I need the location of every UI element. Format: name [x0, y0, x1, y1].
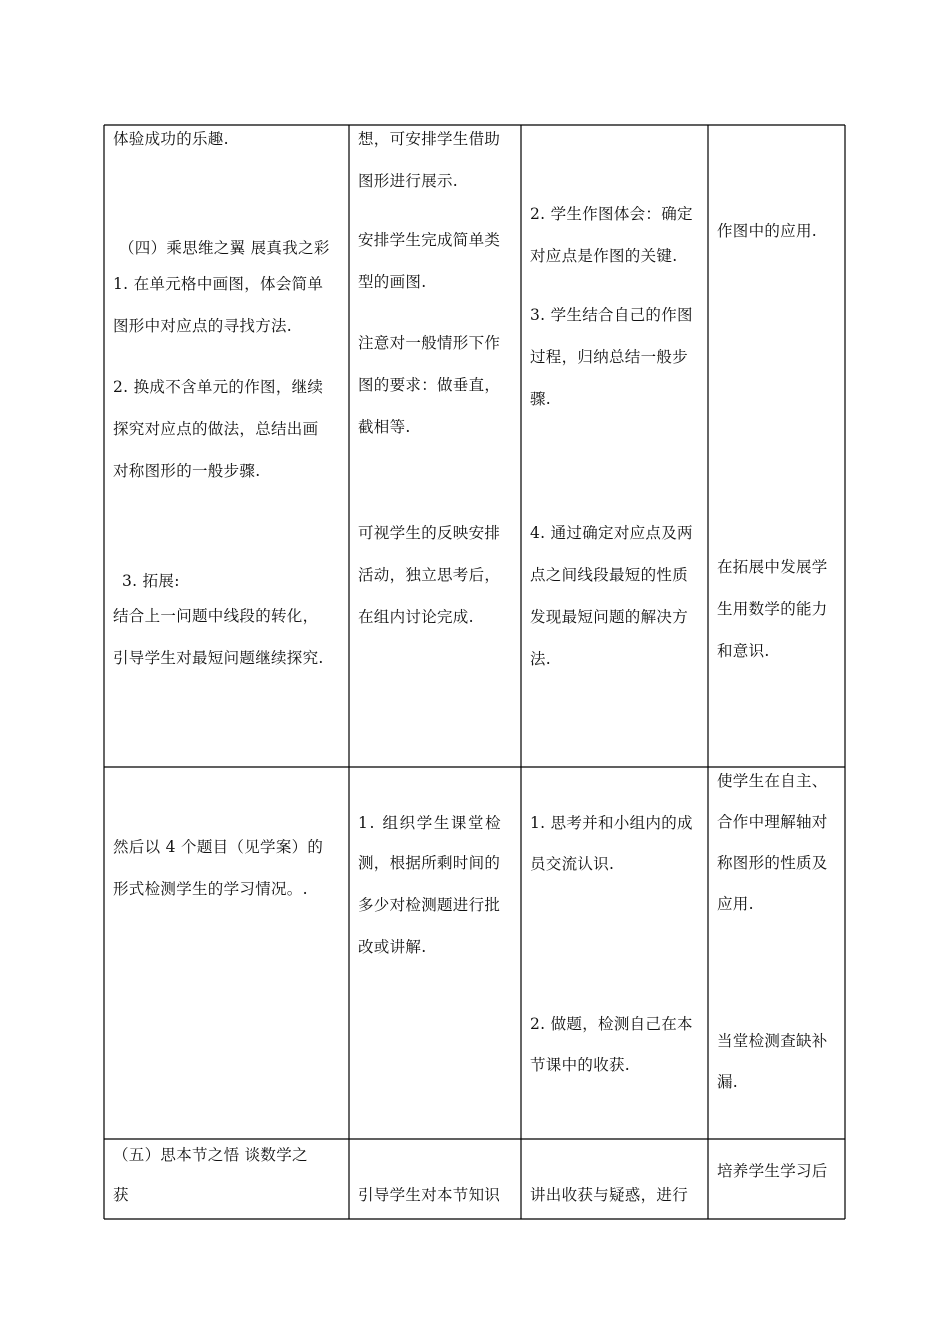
cell-text: 改或讲解.	[358, 938, 427, 956]
cell-text: 引导学生对最短问题继续探究.	[113, 649, 324, 667]
cell-text: 形式检测学生的学习情况。.	[113, 880, 308, 898]
cell-text: 获	[113, 1186, 129, 1204]
cell-text: 骤.	[530, 390, 552, 408]
cell-text: 在拓展中发展学	[717, 558, 828, 576]
cell-text: 对称图形的一般步骤.	[113, 462, 261, 480]
cell-text: 型的画图.	[358, 273, 427, 291]
cell-text: 法.	[530, 650, 552, 668]
cell-text: 使学生在自主、	[717, 772, 828, 790]
cell-text: 1. 在单元格中画图，体会简单	[113, 275, 324, 293]
cell-text: 1. 思考并和小组内的成	[530, 814, 693, 832]
cell-text: 体验成功的乐趣.	[113, 130, 229, 148]
cell-text: 发现最短问题的解决方	[530, 608, 689, 626]
cell-text: 可视学生的反映安排	[358, 524, 501, 542]
cell-text: 图形进行展示.	[358, 172, 459, 190]
cell-text: 2. 做题，检测自己在本	[530, 1015, 693, 1033]
cell-text: 图形中对应点的寻找方法.	[113, 317, 293, 335]
cell-text: 漏.	[717, 1073, 739, 1091]
cell-text: 截相等.	[358, 418, 411, 436]
cell-text: 安排学生完成简单类	[358, 231, 501, 249]
cell-text: 3. 拓展:	[122, 572, 180, 590]
cell-text: 想，可安排学生借助	[358, 130, 501, 148]
cell-text: 称图形的性质及	[717, 854, 828, 872]
cell-text: 在组内讨论完成.	[358, 608, 474, 626]
cell-text: 2. 学生作图体会：确定	[530, 205, 693, 223]
section-heading: （四）乘思维之翼 展真我之彩	[119, 239, 330, 257]
cell-text: 应用.	[717, 895, 754, 913]
cell-text: 2. 换成不含单元的作图，继续	[113, 378, 324, 396]
cell-text: 合作中理解轴对	[717, 813, 828, 831]
cell-text: 3. 学生结合自己的作图	[530, 306, 693, 324]
cell-text: 引导学生对本节知识	[358, 1186, 501, 1204]
cell-text: 探究对应点的做法，总结出画	[113, 420, 319, 438]
cell-text: 测，根据所剩时间的	[358, 854, 501, 872]
cell-text: 作图中的应用.	[717, 222, 818, 240]
cell-text: 讲出收获与疑惑，进行	[530, 1186, 689, 1204]
cell-text: 过程，归纳总结一般步	[530, 348, 689, 366]
cell-text: 节课中的收获.	[530, 1056, 631, 1074]
cell-text: 4. 通过确定对应点及两	[530, 524, 693, 542]
cell-text: 注意对一般情形下作	[358, 334, 501, 352]
cell-text: 活动，独立思考后，	[358, 566, 501, 584]
cell-text: 和意识.	[717, 642, 770, 660]
cell-text: 然后以 4 个题目（见学案）的	[113, 838, 324, 856]
cell-text: 图的要求：做垂直，	[358, 376, 501, 394]
cell-text: 培养学生学习后	[717, 1162, 828, 1180]
cell-text: 对应点是作图的关键.	[530, 247, 678, 265]
cell-text: 结合上一问题中线段的转化，	[113, 607, 319, 625]
cell-text: 生用数学的能力	[717, 600, 828, 618]
cell-text: 当堂检测查缺补	[717, 1032, 828, 1050]
cell-text: 点之间线段最短的性质	[530, 566, 689, 584]
cell-text: 员交流认识.	[530, 855, 615, 873]
cell-text: 多少对检测题进行批	[358, 896, 501, 914]
section-heading: （五）思本节之悟 谈数学之	[113, 1146, 308, 1164]
cell-text: 1. 组织学生课堂检	[358, 814, 503, 832]
